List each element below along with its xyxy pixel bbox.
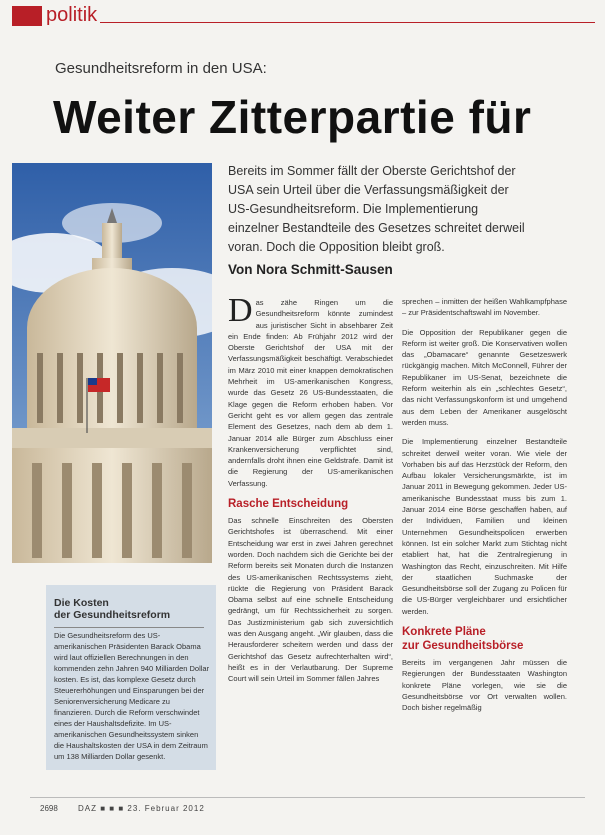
info-box-body: Die Gesundheitsreform des US-amerikanischen Präsidenten Barack Obama wird laut offiziellen Berechnungen in den kommenden zehn Jahren 940 Milliarden Dollar kosten. Es ist, das komplexe Gesetz durch Steuererhöhungen und Einsparungen bei der Seniorenversicherung Medicare zu finanzieren. Durch die Reform verschwindet eines der Haushaltsdefizite. Im US-amerikanischen Gesundheitssystem sinken die Haushaltskosten der USA in dem Zeitraum um 138 Milliarden Dollar gesenkt. (54, 631, 210, 761)
page-number: 2698 (40, 804, 58, 813)
paragraph: sprechen – inmitten der heißen Wahlkampfphase – zur Präsidentschaftswahl im November. (402, 297, 567, 318)
capitol-illustration (12, 163, 212, 563)
info-box-divider (54, 627, 204, 628)
info-box-title-line1: Die Kosten (54, 597, 109, 609)
section-marker (12, 6, 42, 26)
dropcap: D (228, 292, 253, 329)
paragraph: as zähe Ringen um die Gesundheitsreform könnte zumindest aus juristischer Sicht in absehbarer Zeit ein Ende finden: Ab Frühjahr 2012 wird der Oberste Gerichtshof der USA mit der Verfassungsmäßigkeit beschäftigt. Verabschiedet im März 2010 mit einer knappen demokratischen Mehrheit im US-amerikanischen Kongress, wurde das Gesetz 26 US-Bundesstaaten, die Klage gegen die Reform erhoben haben. Vor Gericht geht es vor allem gegen das zentrale Element des Gesetzes, nach dem ab dem 1. Januar 2014 alle Bürger zum Abschluss einer Krankenversicherung verpflichtet sind, andernfalls droht ihnen eine Geldstrafe. Damit ist die Regierung der US-amerikanischen Verfassung. (228, 298, 393, 488)
subhead-konkrete-plaene (402, 625, 567, 653)
publication-info: DAZ ■ ■ ■ 23. Februar 2012 (78, 804, 205, 813)
info-box-title-line2: der Gesundheitsreform (54, 609, 171, 621)
info-box-title (54, 597, 170, 621)
article-lead: Bereits im Sommer fällt der Oberste Gerichtshof der USA sein Urteil über die Verfassungsmäßigkeit der US-Gesundheitsreform. Die Implementierung einzelner Bestandteile des Gesetzes schreitet derweil voran. Doch die Opposition bleibt groß. (228, 164, 525, 254)
capitol-photo (12, 163, 212, 563)
subhead-line: zur Gesundheitsbörse (402, 640, 524, 653)
article-byline: Von Nora Schmitt-Sausen (228, 262, 393, 277)
footer-rule (30, 797, 585, 798)
paragraph: Das schnelle Einschreiten des Obersten Gerichtshofes ist überraschend. Mit einer Entscheidung war erst in zwei Jahren gerechnet worden. Doch nachdem sich die Gerichte bei der Reform bereits seit Monaten durch die Instanzen des US-amerikanischen Rechtssystems zieht, rückte die Regierung von Präsident Barack Obama selbst auf eine schnelle Entscheidung gedrängt, um für Rechtssicherheit zu sorgen. Das Justizministerium gab sich zuversichtlich was den Ausgang angeht. „Wir glauben, dass die Herausforderer scheitern werden und dass der Gerichtshof das Gesetz aufrechterhalten wird“, heißt es in der Verlautbarung. Der Supreme Court will sein Urteil im Sommer fällen Jahres (228, 516, 393, 684)
section-label: politik (46, 4, 98, 26)
paragraph: Die Implementierung einzelner Bestandteile schreitet derweil weiter voran. Wie viele der Vorhaben bis auf das Herzstück der Reform, den Aufbau lokaler Versicherungsmärkte, ist im Januar 2011 in Bewegung gekommen. Jeder US-amerikanische Bundesstaat muss bis zum 1. Januar 2014 eine Börse geschaffen haben, auf der Individuen, Familien und kleinen Unternehmen Gesundheitspolicen erwerben können. Ist ein solcher Markt zum Stichtag nicht etabliert hat, hat die Zentralregierung in Washington das Recht, einzuschreiten. Mit Hilfe der staatlichen Suchmaske der Gesundheitsbörse soll der Zugang zu Policen für die US-Bürger vergleichbarer und ersichtlicher werden. (402, 437, 567, 616)
article-column-1 (228, 292, 393, 685)
subhead-line: Konkrete Pläne (402, 626, 486, 639)
article-headline: Weiter Zitterpartie für (53, 91, 532, 143)
section-rule (100, 22, 595, 23)
paragraph: Bereits im vergangenen Jahr müssen die Regierungen der Bundesstaaten Washington konkrete Pläne vorlegen, wie sie die Gesundheitsbörse vor Ort verwalten wollen. Doch bisher regelmäßig (402, 658, 567, 713)
article-kicker: Gesundheitsreform in den USA: (55, 60, 267, 77)
paragraph: Die Opposition der Republikaner gegen die Reform ist weiter groß. Die Konservativen wollen das „Obamacare“ genannte Gesetzeswerk rückgängig machen. Mitch McConnell, Führer der Republikaner im US-Senat, bezeichnete die Reform weiterhin als ein „schlechtes Gesetz“, das nicht Verfassungskonform ist und umgehend aus dem Leben der Amerikaner ausgelöscht werden muss. (402, 327, 567, 427)
info-box (46, 585, 216, 770)
subhead-rasche-entscheidung: Rasche Entscheidung (228, 498, 349, 511)
article-column-2 (402, 296, 567, 714)
